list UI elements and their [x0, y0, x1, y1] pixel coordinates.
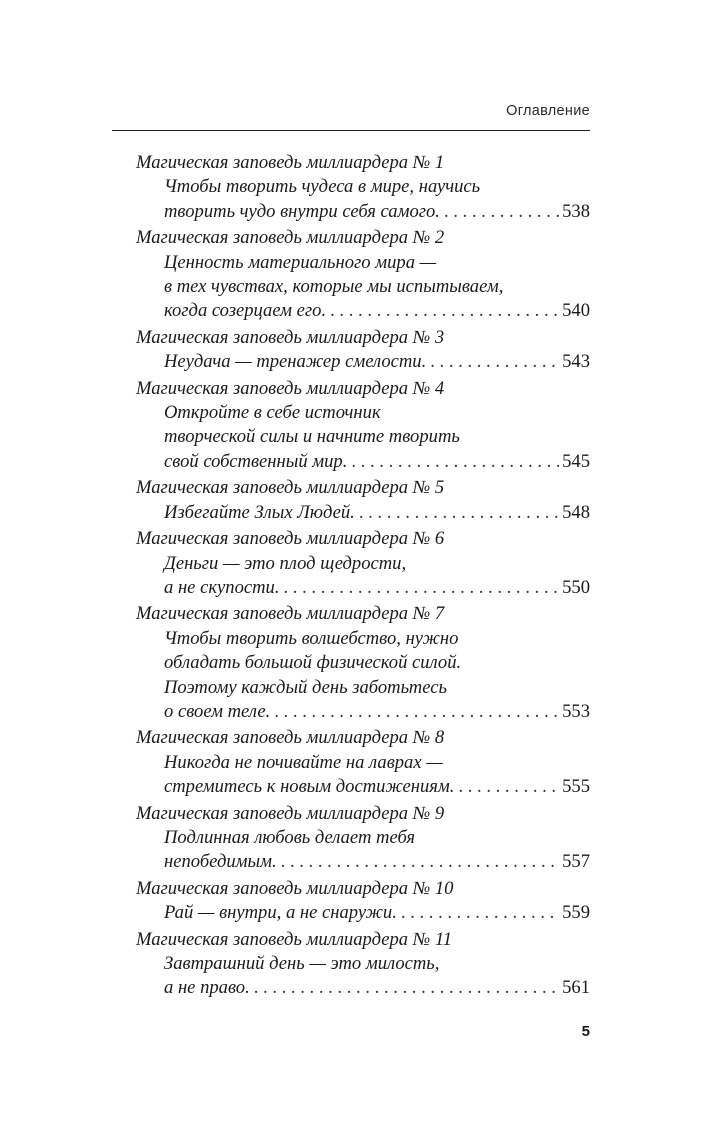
toc-entry-text: творить чудо внутри себя самого. — [164, 200, 440, 222]
toc-entry-body — [136, 627, 590, 725]
toc-entry-title: Магическая заповедь миллиардера № 11 — [136, 928, 453, 950]
toc-entry-line: обладать большой физической силой. — [164, 652, 462, 674]
toc-entry-body — [136, 552, 590, 601]
dot-leader — [254, 976, 559, 1000]
toc-entry-last-line — [164, 200, 590, 224]
toc-entry-last-line — [164, 976, 590, 1000]
toc-page-number: 555 — [562, 776, 590, 798]
toc-page-number: 559 — [562, 902, 590, 924]
table-of-contents — [136, 151, 590, 1003]
toc-entry-line: Завтрашний день — это милость, — [164, 953, 440, 974]
toc-page-number: 553 — [562, 700, 590, 722]
toc-page-number: 540 — [562, 300, 590, 322]
toc-entry[interactable] — [136, 726, 590, 799]
toc-entry-line: Подлинная любовь делает тебя — [164, 826, 415, 848]
toc-entry-text: а не право. — [164, 977, 250, 999]
toc-entry-last-line — [164, 576, 590, 600]
toc-entry-line: творческой силы и начните творить — [164, 426, 460, 448]
toc-page-number: 538 — [562, 200, 590, 222]
toc-entry-text: Рай — внутри, а не снаружи. — [164, 902, 397, 924]
toc-entry-text: Избегайте Злых Людей. — [164, 501, 355, 523]
toc-entry-title: Магическая заповедь миллиардера № 10 — [136, 877, 454, 899]
toc-page-number: 561 — [562, 977, 590, 999]
toc-entry-body — [136, 175, 590, 224]
toc-entry[interactable] — [136, 326, 590, 375]
dot-leader — [359, 501, 559, 525]
toc-entry-last-line — [164, 901, 590, 925]
toc-entry-body — [136, 826, 590, 875]
dot-leader — [330, 299, 559, 323]
page-number: 5 — [581, 1023, 590, 1040]
toc-entry-body — [136, 350, 590, 374]
toc-entry-last-line — [164, 700, 590, 724]
toc-entry-title: Магическая заповедь миллиардера № 1 — [136, 152, 445, 173]
dot-leader — [284, 576, 560, 600]
header-rule — [112, 130, 590, 131]
toc-entry-line: Чтобы творить волшебство, нужно — [164, 627, 459, 649]
toc-page-number: 545 — [562, 450, 590, 472]
toc-entry-last-line — [164, 501, 590, 525]
toc-entry[interactable] — [136, 377, 590, 475]
toc-page-number: 550 — [562, 576, 590, 598]
toc-entry[interactable] — [136, 527, 590, 600]
toc-entry-last-line — [164, 299, 590, 323]
toc-entry-title: Магическая заповедь миллиардера № 8 — [136, 727, 445, 749]
toc-entry-text: непобедимым. — [164, 851, 277, 873]
toc-entry[interactable] — [136, 226, 590, 324]
toc-entry-body — [136, 251, 590, 324]
toc-entry-body — [136, 952, 590, 1001]
toc-entry[interactable] — [136, 877, 590, 926]
toc-entry[interactable] — [136, 928, 590, 1001]
toc-entry-body — [136, 501, 590, 525]
toc-entry-line: Ценность материального мира — — [164, 251, 437, 273]
dot-leader — [458, 775, 559, 799]
toc-entry-last-line — [164, 775, 590, 799]
toc-entry-text: когда созерцаем его. — [164, 300, 327, 322]
dot-leader — [401, 901, 559, 925]
toc-entry[interactable] — [136, 476, 590, 525]
toc-entry-text: свой собственный мир. — [164, 450, 348, 472]
toc-entry-text: а не скупости. — [164, 576, 280, 598]
toc-entry-text: о своем теле. — [164, 700, 271, 722]
toc-page-number: 557 — [562, 851, 590, 873]
toc-entry-body — [136, 901, 590, 925]
toc-entry-text: Неудача — тренажер смелости. — [164, 351, 427, 373]
toc-entry-title: Магическая заповедь миллиардера № 4 — [136, 377, 445, 399]
toc-entry-last-line — [164, 450, 590, 474]
toc-entry-body — [136, 751, 590, 800]
toc-entry-title: Магическая заповедь миллиардера № 3 — [136, 326, 445, 348]
dot-leader — [430, 350, 559, 374]
toc-entry-line: Поэтому каждый день заботьтесь — [164, 676, 447, 698]
dot-leader — [351, 450, 559, 474]
dot-leader — [281, 850, 559, 874]
dot-leader — [444, 200, 559, 224]
toc-entry-title: Магическая заповедь миллиардера № 5 — [136, 477, 445, 499]
toc-entry-title: Магическая заповедь миллиардера № 9 — [136, 802, 445, 824]
toc-entry-last-line — [164, 850, 590, 874]
toc-entry-title: Магическая заповедь миллиардера № 2 — [136, 227, 445, 249]
toc-entry[interactable] — [136, 151, 590, 224]
toc-entry-line: Откройте в себе источник — [164, 402, 381, 424]
toc-entry-line: Деньги — это плод щедрости, — [164, 552, 407, 574]
toc-page-number: 548 — [562, 501, 590, 523]
toc-entry[interactable] — [136, 602, 590, 724]
toc-entry-text: стремитесь к новым достижениям. — [164, 776, 455, 798]
toc-entry[interactable] — [136, 802, 590, 875]
running-header: Оглавление — [506, 103, 590, 119]
toc-page-number: 543 — [562, 351, 590, 373]
toc-entry-body — [136, 401, 590, 474]
toc-entry-line: Чтобы творить чудеса в мире, научись — [164, 176, 481, 198]
toc-entry-line: Никогда не почивайте на лаврах — — [164, 751, 443, 773]
toc-entry-title: Магическая заповедь миллиардера № 6 — [136, 528, 445, 550]
dot-leader — [274, 700, 559, 724]
toc-entry-last-line — [164, 350, 590, 374]
toc-entry-title: Магическая заповедь миллиардера № 7 — [136, 603, 445, 625]
toc-entry-line: в тех чувствах, которые мы испытываем, — [164, 276, 504, 298]
